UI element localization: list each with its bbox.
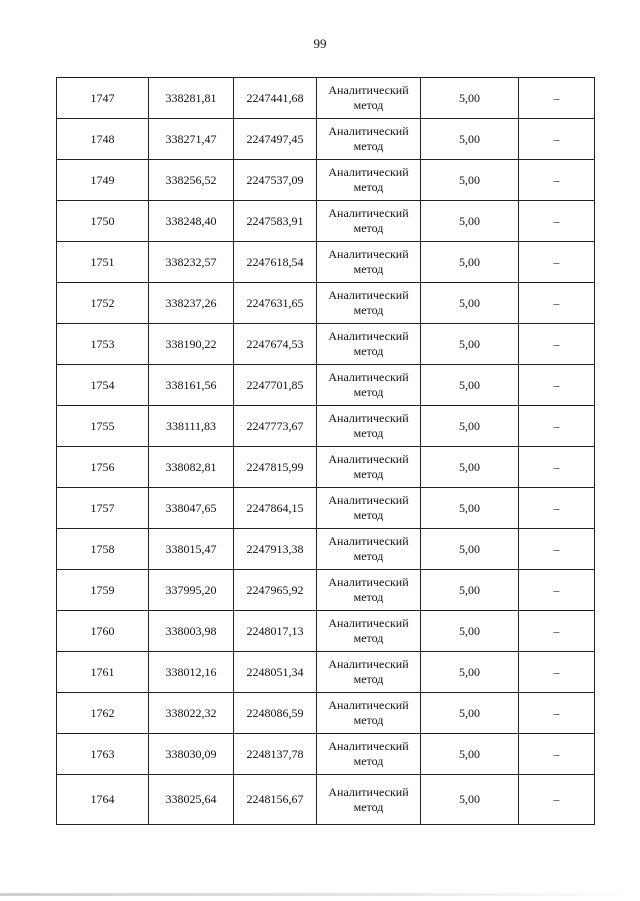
note-cell: –	[519, 775, 595, 825]
y-coordinate-cell: 2247913,38	[234, 529, 317, 570]
y-coordinate-cell: 2247701,85	[234, 365, 317, 406]
y-coordinate-cell: 2248086,59	[234, 693, 317, 734]
method-line-2: метод	[353, 262, 384, 276]
note-cell: –	[519, 78, 595, 119]
method-cell	[317, 324, 421, 365]
note-cell: –	[519, 447, 595, 488]
coordinates-table-body	[57, 78, 595, 825]
point-number-cell: 1751	[57, 242, 149, 283]
x-coordinate-cell: 338025,64	[149, 775, 234, 825]
x-coordinate-cell: 338256,52	[149, 160, 234, 201]
method-cell	[317, 529, 421, 570]
note-cell: –	[519, 693, 595, 734]
method-cell	[317, 447, 421, 488]
scan-edge	[0, 893, 640, 896]
method-line-2: метод	[353, 799, 384, 814]
method-line-2: метод	[353, 221, 384, 235]
method-cell	[317, 201, 421, 242]
method-cell	[317, 734, 421, 775]
method-line-1: Аналитический	[328, 83, 409, 97]
accuracy-cell: 5,00	[421, 734, 519, 775]
accuracy-cell: 5,00	[421, 78, 519, 119]
method-line-2: метод	[353, 98, 384, 112]
point-number-cell: 1760	[57, 611, 149, 652]
x-coordinate-cell: 338003,98	[149, 611, 234, 652]
method-cell	[317, 775, 421, 825]
accuracy-cell: 5,00	[421, 447, 519, 488]
table-row	[57, 775, 595, 825]
x-coordinate-cell: 338015,47	[149, 529, 234, 570]
method-line-2: метод	[353, 590, 384, 604]
note-cell: –	[519, 529, 595, 570]
note-cell: –	[519, 283, 595, 324]
y-coordinate-cell: 2247864,15	[234, 488, 317, 529]
accuracy-cell: 5,00	[421, 160, 519, 201]
x-coordinate-cell: 338047,65	[149, 488, 234, 529]
point-number-cell: 1748	[57, 119, 149, 160]
method-line-2: метод	[353, 549, 384, 563]
table-row	[57, 529, 595, 570]
method-line-2: метод	[353, 303, 384, 317]
y-coordinate-cell: 2247773,67	[234, 406, 317, 447]
table-row	[57, 365, 595, 406]
method-cell	[317, 160, 421, 201]
accuracy-cell: 5,00	[421, 488, 519, 529]
method-line-1: Аналитический	[328, 493, 409, 507]
accuracy-cell: 5,00	[421, 611, 519, 652]
x-coordinate-cell: 337995,20	[149, 570, 234, 611]
accuracy-cell: 5,00	[421, 693, 519, 734]
accuracy-cell: 5,00	[421, 324, 519, 365]
method-line-2: метод	[353, 344, 384, 358]
y-coordinate-cell: 2247631,65	[234, 283, 317, 324]
method-line-1: Аналитический	[328, 329, 409, 343]
note-cell: –	[519, 734, 595, 775]
y-coordinate-cell: 2247674,53	[234, 324, 317, 365]
page-number: 99	[313, 36, 327, 51]
y-coordinate-cell: 2247583,91	[234, 201, 317, 242]
note-cell: –	[519, 365, 595, 406]
y-coordinate-cell: 2248017,13	[234, 611, 317, 652]
x-coordinate-cell: 338161,56	[149, 365, 234, 406]
accuracy-cell: 5,00	[421, 775, 519, 825]
point-number-cell: 1756	[57, 447, 149, 488]
x-coordinate-cell: 338237,26	[149, 283, 234, 324]
accuracy-cell: 5,00	[421, 406, 519, 447]
method-line-1: Аналитический	[328, 206, 409, 220]
point-number-cell: 1757	[57, 488, 149, 529]
table-row	[57, 734, 595, 775]
method-line-1: Аналитический	[328, 657, 409, 671]
method-line-2: метод	[353, 139, 384, 153]
method-cell	[317, 242, 421, 283]
point-number-cell: 1761	[57, 652, 149, 693]
table-row	[57, 611, 595, 652]
point-number-cell: 1755	[57, 406, 149, 447]
table-row	[57, 488, 595, 529]
method-line-2: метод	[353, 672, 384, 686]
method-cell	[317, 365, 421, 406]
note-cell: –	[519, 652, 595, 693]
method-cell	[317, 570, 421, 611]
point-number-cell: 1758	[57, 529, 149, 570]
accuracy-cell: 5,00	[421, 119, 519, 160]
point-number-cell: 1752	[57, 283, 149, 324]
method-line-1: Аналитический	[328, 165, 409, 179]
x-coordinate-cell: 338022,32	[149, 693, 234, 734]
y-coordinate-cell: 2247537,09	[234, 160, 317, 201]
note-cell: –	[519, 611, 595, 652]
point-number-cell: 1753	[57, 324, 149, 365]
point-number-cell: 1749	[57, 160, 149, 201]
note-cell: –	[519, 488, 595, 529]
y-coordinate-cell: 2248137,78	[234, 734, 317, 775]
point-number-cell: 1763	[57, 734, 149, 775]
y-coordinate-cell: 2247618,54	[234, 242, 317, 283]
method-line-1: Аналитический	[328, 288, 409, 302]
note-cell: –	[519, 242, 595, 283]
method-line-1: Аналитический	[328, 698, 409, 712]
accuracy-cell: 5,00	[421, 652, 519, 693]
table-row	[57, 693, 595, 734]
y-coordinate-cell: 2248156,67	[234, 775, 317, 825]
table-row	[57, 570, 595, 611]
x-coordinate-cell: 338030,09	[149, 734, 234, 775]
method-line-1: Аналитический	[328, 124, 409, 138]
table-row	[57, 652, 595, 693]
method-line-2: метод	[353, 180, 384, 194]
table-row	[57, 447, 595, 488]
y-coordinate-cell: 2247497,45	[234, 119, 317, 160]
table-row	[57, 406, 595, 447]
method-line-2: метод	[353, 631, 384, 645]
method-line-2: метод	[353, 467, 384, 481]
table-row	[57, 324, 595, 365]
point-number-cell: 1762	[57, 693, 149, 734]
x-coordinate-cell: 338082,81	[149, 447, 234, 488]
method-cell	[317, 652, 421, 693]
table-row	[57, 78, 595, 119]
method-cell	[317, 406, 421, 447]
y-coordinate-cell: 2247815,99	[234, 447, 317, 488]
coordinates-table	[56, 77, 595, 825]
point-number-cell: 1747	[57, 78, 149, 119]
method-cell	[317, 611, 421, 652]
method-line-1: Аналитический	[328, 575, 409, 589]
method-cell	[317, 119, 421, 160]
y-coordinate-cell: 2247965,92	[234, 570, 317, 611]
method-line-1: Аналитический	[328, 784, 409, 799]
note-cell: –	[519, 160, 595, 201]
method-line-1: Аналитический	[328, 452, 409, 466]
point-number-cell: 1764	[57, 775, 149, 825]
note-cell: –	[519, 119, 595, 160]
note-cell: –	[519, 324, 595, 365]
accuracy-cell: 5,00	[421, 201, 519, 242]
table-row	[57, 242, 595, 283]
x-coordinate-cell: 338111,83	[149, 406, 234, 447]
method-cell	[317, 693, 421, 734]
y-coordinate-cell: 2248051,34	[234, 652, 317, 693]
method-line-2: метод	[353, 508, 384, 522]
table-row	[57, 160, 595, 201]
method-line-2: метод	[353, 426, 384, 440]
table-row	[57, 119, 595, 160]
point-number-cell: 1754	[57, 365, 149, 406]
method-cell	[317, 488, 421, 529]
method-line-1: Аналитический	[328, 739, 409, 753]
x-coordinate-cell: 338190,22	[149, 324, 234, 365]
method-line-2: метод	[353, 754, 384, 768]
method-cell	[317, 78, 421, 119]
method-cell	[317, 283, 421, 324]
x-coordinate-cell: 338248,40	[149, 201, 234, 242]
x-coordinate-cell: 338012,16	[149, 652, 234, 693]
table-row	[57, 283, 595, 324]
method-line-1: Аналитический	[328, 370, 409, 384]
note-cell: –	[519, 570, 595, 611]
y-coordinate-cell: 2247441,68	[234, 78, 317, 119]
method-line-1: Аналитический	[328, 247, 409, 261]
method-line-2: метод	[353, 385, 384, 399]
method-line-2: метод	[353, 713, 384, 727]
accuracy-cell: 5,00	[421, 529, 519, 570]
method-line-1: Аналитический	[328, 411, 409, 425]
method-line-1: Аналитический	[328, 534, 409, 548]
note-cell: –	[519, 406, 595, 447]
accuracy-cell: 5,00	[421, 570, 519, 611]
accuracy-cell: 5,00	[421, 242, 519, 283]
note-cell: –	[519, 201, 595, 242]
table-row	[57, 201, 595, 242]
x-coordinate-cell: 338281,81	[149, 78, 234, 119]
method-line-1: Аналитический	[328, 616, 409, 630]
accuracy-cell: 5,00	[421, 365, 519, 406]
point-number-cell: 1750	[57, 201, 149, 242]
point-number-cell: 1759	[57, 570, 149, 611]
x-coordinate-cell: 338271,47	[149, 119, 234, 160]
x-coordinate-cell: 338232,57	[149, 242, 234, 283]
accuracy-cell: 5,00	[421, 283, 519, 324]
